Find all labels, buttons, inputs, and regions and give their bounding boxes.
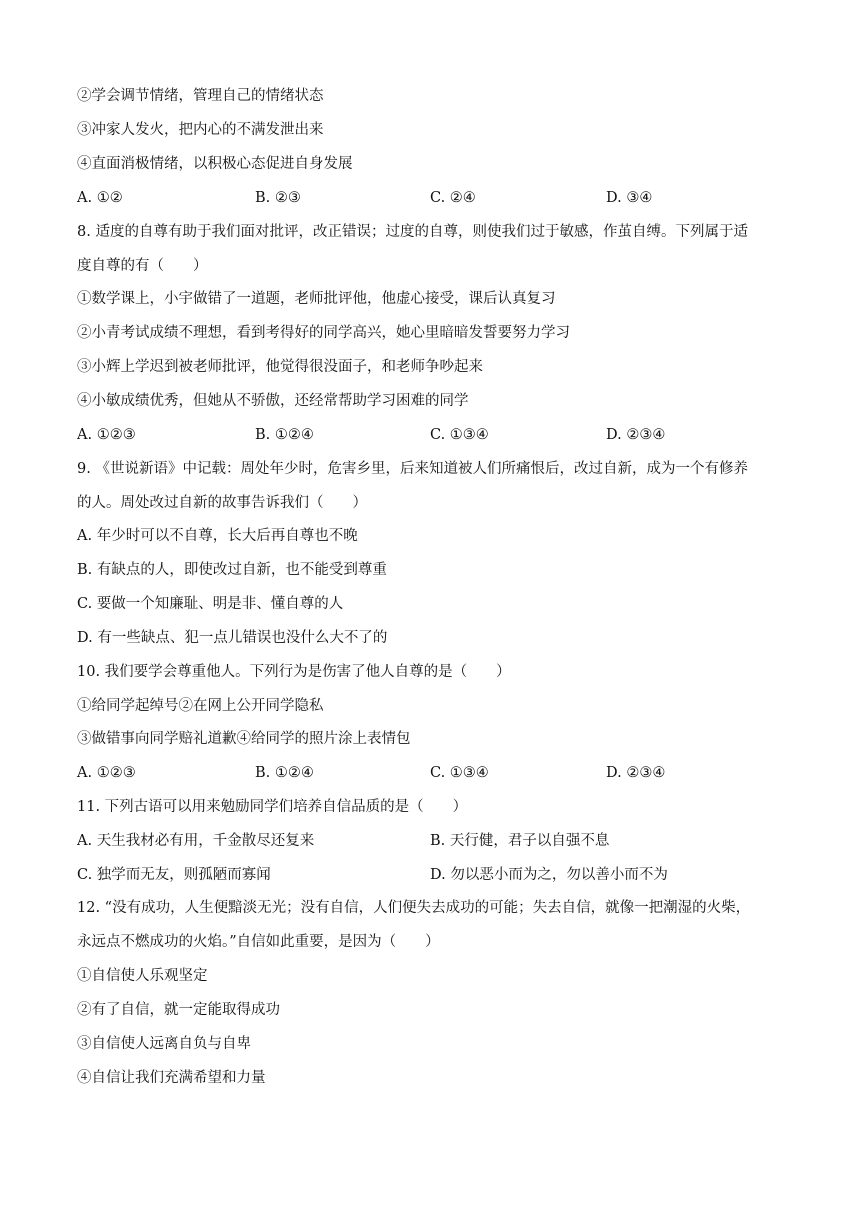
q7-option-c: C. ②④ bbox=[430, 190, 476, 206]
q9-stem-line-1: 9. 《世说新语》中记载：周处年少时，危害乡里，后来知道被人们所痛恨后，改过自新，成为一个有修养 bbox=[77, 461, 748, 477]
q7-statement-3: ③冲家人发火，把内心的不满发泄出来 bbox=[77, 122, 324, 138]
q12-statement-3: ③自信使人远离自负与自卑 bbox=[77, 1036, 251, 1052]
q10-option-c: C. ①③④ bbox=[430, 765, 489, 781]
q10-option-d: D. ②③④ bbox=[606, 765, 666, 781]
q12-statement-4: ④自信让我们充满希望和力量 bbox=[77, 1070, 266, 1086]
q11-option-b: B. 天行健，君子以自强不息 bbox=[430, 833, 610, 849]
q7-statement-4: ④直面消极情绪，以积极心态促进自身发展 bbox=[77, 156, 353, 172]
q8-statement-1: ①数学课上，小宇做错了一道题，老师批评他，他虚心接受，课后认真复习 bbox=[77, 291, 556, 307]
q10-option-a: A. ①②③ bbox=[77, 765, 136, 781]
q12-stem-line-2: 永远点不燃成功的火焰。”自信如此重要，是因为（ ） bbox=[77, 934, 440, 950]
q11-option-c: C. 独学而无友，则孤陋而寡闻 bbox=[77, 867, 271, 883]
q12-stem-line-1: 12. “没有成功，人生便黯淡无光；没有自信，人们便失去成功的可能；失去自信，就像一把潮湿的火柴， bbox=[77, 900, 751, 916]
q11-option-a: A. 天生我材必有用，千金散尽还复来 bbox=[77, 833, 315, 849]
q9-stem-line-2: 的人。周处改过自新的故事告诉我们（ ） bbox=[77, 495, 367, 511]
q10-statements-line-1: ①给同学起绰号②在网上公开同学隐私 bbox=[77, 698, 324, 714]
q9-option-c: C. 要做一个知廉耻、明是非、懂自尊的人 bbox=[77, 596, 344, 612]
q8-stem-line-2: 度自尊的有（ ） bbox=[77, 258, 208, 274]
q8-option-a: A. ①②③ bbox=[77, 427, 136, 443]
q8-statement-3: ③小辉上学迟到被老师批评，他觉得很没面子，和老师争吵起来 bbox=[77, 359, 483, 375]
q7-option-d: D. ③④ bbox=[606, 190, 653, 206]
q10-option-b: B. ①②④ bbox=[255, 765, 314, 781]
q9-option-a: A. 年少时可以不自尊，长大后再自尊也不晚 bbox=[77, 528, 358, 544]
q9-option-b: B. 有缺点的人，即使改过自新，也不能受到尊重 bbox=[77, 562, 387, 578]
q12-statement-2: ②有了自信，就一定能取得成功 bbox=[77, 1002, 280, 1018]
q12-statement-1: ①自信使人乐观坚定 bbox=[77, 968, 208, 984]
q8-statement-2: ②小青考试成绩不理想，看到考得好的同学高兴，她心里暗暗发誓要努力学习 bbox=[77, 325, 570, 341]
q8-statement-4: ④小敏成绩优秀，但她从不骄傲，还经常帮助学习困难的同学 bbox=[77, 393, 469, 409]
q10-statements-line-2: ③做错事向同学赔礼道歉④给同学的照片涂上表情包 bbox=[77, 731, 411, 747]
q10-stem: 10. 我们要学会尊重他人。下列行为是伤害了他人自尊的是（ ） bbox=[77, 664, 511, 680]
q8-stem-line-1: 8. 适度的自尊有助于我们面对批评，改正错误；过度的自尊，则使我们过于敏感，作茧自缚。下列属于适 bbox=[77, 224, 748, 240]
q8-option-d: D. ②③④ bbox=[606, 427, 666, 443]
q9-option-d: D. 有一些缺点、犯一点儿错误也没什么大不了的 bbox=[77, 630, 388, 646]
q7-option-a: A. ①② bbox=[77, 190, 123, 206]
q7-option-b: B. ②③ bbox=[255, 190, 301, 206]
q11-option-d: D. 勿以恶小而为之，勿以善小而不为 bbox=[430, 867, 668, 883]
q7-statement-2: ②学会调节情绪，管理自己的情绪状态 bbox=[77, 88, 324, 104]
q8-option-b: B. ①②④ bbox=[255, 427, 314, 443]
q11-stem: 11. 下列古语可以用来勉励同学们培养自信品质的是（ ） bbox=[77, 799, 468, 815]
q8-option-c: C. ①③④ bbox=[430, 427, 489, 443]
